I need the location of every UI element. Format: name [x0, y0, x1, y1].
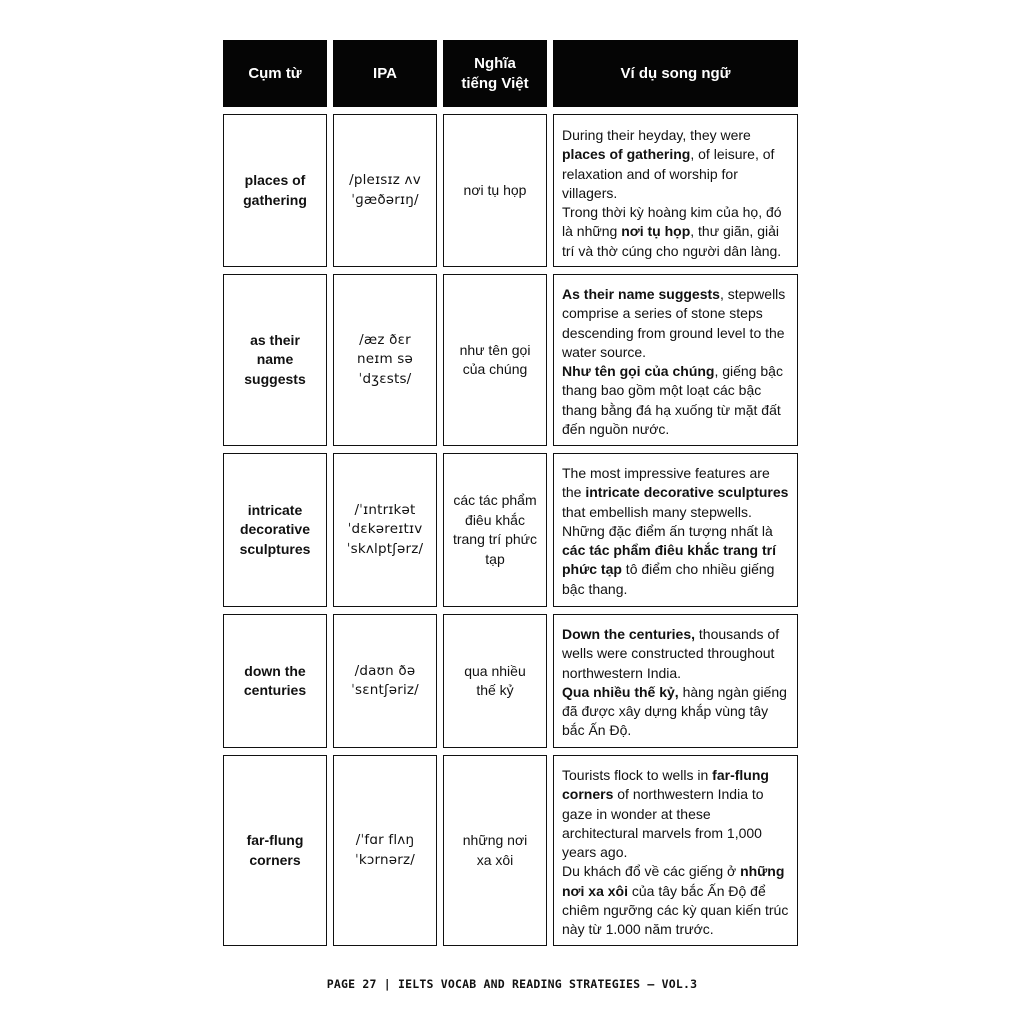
- meaning: qua nhiều thế kỷ: [464, 662, 526, 698]
- meaning: các tác phẩm điêu khắc trang trí phức tạp: [452, 492, 538, 567]
- phrase-cell: [223, 274, 327, 446]
- header-label: Nghĩa tiếng Việt: [461, 54, 529, 92]
- phrase: far-flung corners: [246, 832, 304, 868]
- ipa: /ˈfɑr flʌŋ ˈkɔrnərz/: [354, 832, 416, 868]
- example-cell: [553, 274, 798, 446]
- example-vi: Trong thời kỳ hoàng kim của họ, đó là những nơi tụ họp, thư giãn, giải trí và thờ cúng cho người dân làng.: [562, 204, 782, 259]
- header-ipa: [333, 40, 437, 107]
- example-vi: Như tên gọi của chúng, giếng bậc thang bao gồm một loạt các bậc thang bằng đá hạ xuống từ mặt đất đến nguồn nước.: [562, 363, 783, 438]
- ipa: /æz ðɛr neɪm səˈdʒɛsts/: [356, 331, 414, 387]
- meaning: nơi tụ họp: [463, 181, 527, 198]
- phrase: intricate decorative sculptures: [239, 501, 311, 557]
- ipa-cell: [333, 274, 437, 446]
- meaning-cell: [443, 453, 547, 607]
- ipa: /ˈɪntrɪkət ˈdɛkəreɪtɪv ˈskʌlptʃərz/: [346, 501, 424, 557]
- example-en: Tourists flock to wells in far-flung corners of northwestern India to gaze in wonder at these architectural marvels from 1,000 years ago.: [562, 767, 769, 861]
- ipa: /daʊn ðə ˈsɛntʃəriz/: [351, 662, 419, 698]
- example-en: During their heyday, they were places of gathering, of leisure, of relaxation and of worship for villagers.: [562, 127, 775, 201]
- ipa-cell: [333, 755, 437, 946]
- header-label: Ví dụ song ngữ: [620, 64, 731, 82]
- meaning: như tên gọi của chúng: [459, 341, 531, 377]
- ipa-cell: [333, 453, 437, 607]
- header-vi-du: [553, 40, 798, 107]
- example-vi: Những đặc điểm ấn tượng nhất là các tác phẩm điêu khắc trang trí phức tạp tô điểm cho nhiều giếng bậc thang.: [562, 522, 776, 597]
- header-label: Cụm từ: [248, 64, 302, 82]
- meaning-cell: [443, 114, 547, 267]
- header-label: IPA: [373, 64, 397, 82]
- example-cell: [553, 755, 798, 946]
- example-en: The most impressive features are the intricate decorative sculptures that embellish many stepwells.: [562, 465, 789, 520]
- phrase-cell: [223, 114, 327, 267]
- example-vi: Du khách đổ về các giếng ở những nơi xa xôi của tây bắc Ấn Độ để chiêm ngưỡng các kỳ quan kiến trúc này từ 1.000 năm trước.: [562, 863, 789, 938]
- phrase: places of gathering: [243, 172, 307, 208]
- example-en: Down the centuries, thousands of wells were constructed throughout northwestern India.: [562, 626, 780, 681]
- ipa-cell: [333, 614, 437, 748]
- phrase-cell: [223, 614, 327, 748]
- example-cell: [553, 614, 798, 748]
- example-vi: Qua nhiều thế kỷ, hàng ngàn giếng đã được xây dựng khắp vùng tây bắc Ấn Độ.: [562, 683, 787, 739]
- header-nghia: [443, 40, 547, 107]
- meaning: những nơi xa xôi: [462, 832, 528, 868]
- phrase-cell: [223, 453, 327, 607]
- example-en: As their name suggests, stepwells comprise a series of stone steps descending from ground level to the water source.: [562, 286, 786, 360]
- ipa-cell: [333, 114, 437, 267]
- phrase: down the centuries: [243, 662, 307, 698]
- example-cell: [553, 114, 798, 267]
- ipa: /pleɪsɪz ʌv ˈɡæðərɪŋ/: [349, 172, 421, 208]
- phrase: as their name suggests: [244, 331, 306, 387]
- phrase-cell: [223, 755, 327, 946]
- example-cell: [553, 453, 798, 607]
- header-cum-tu: [223, 40, 327, 107]
- page-footer: PAGE 27 | IELTS VOCAB AND READING STRATEGIES – VOL.3: [326, 977, 698, 991]
- meaning-cell: [443, 755, 547, 946]
- meaning-cell: [443, 614, 547, 748]
- meaning-cell: [443, 274, 547, 446]
